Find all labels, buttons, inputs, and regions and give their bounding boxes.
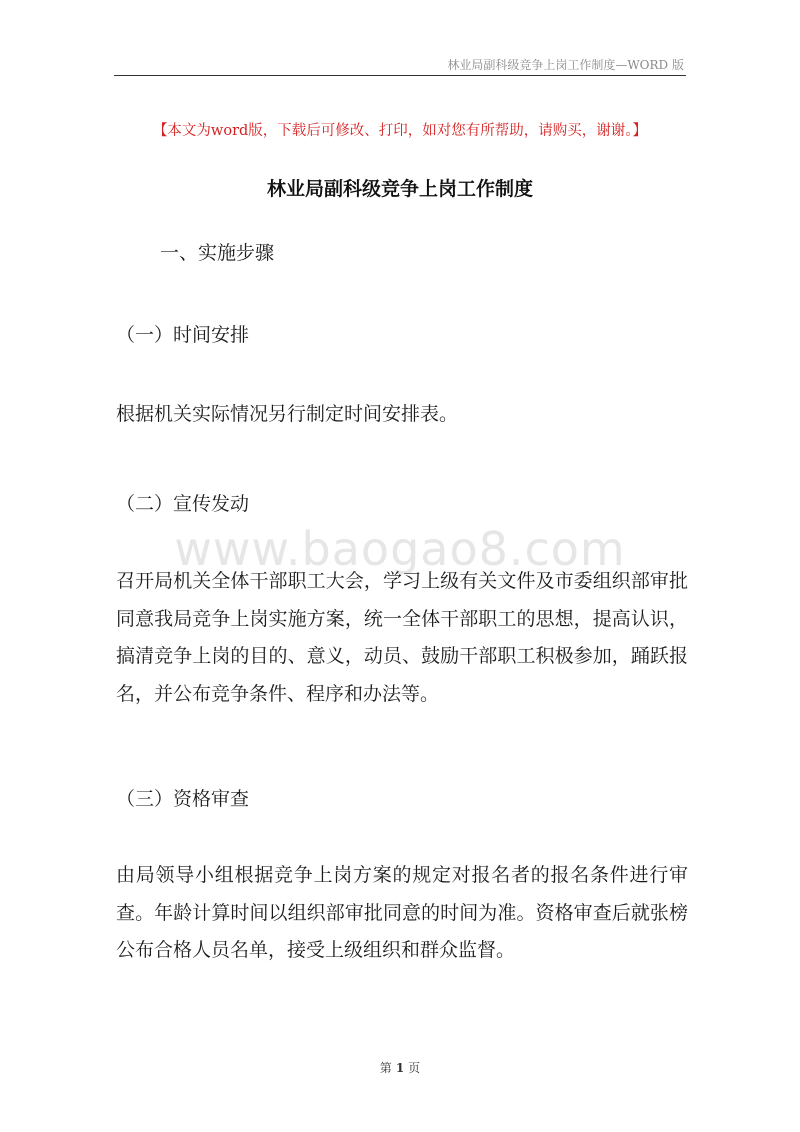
- footer-prefix: 第: [379, 1061, 392, 1075]
- footer-suffix: 页: [408, 1061, 421, 1075]
- header-divider: [114, 75, 686, 76]
- document-title: 林业局副科级竞争上岗工作制度: [266, 178, 533, 200]
- page-footer: [0, 1059, 800, 1076]
- main-heading: 一、实施步骤: [160, 242, 275, 264]
- subheading-publicity: （二）宣传发动: [116, 493, 250, 515]
- purchase-notice: 【本文为word版，下载后可修改、打印，如对您有所帮助，请购买，谢谢。】: [152, 123, 648, 139]
- page-number: 1: [395, 1061, 405, 1075]
- paragraph-schedule: 根据机关实际情况另行制定时间安排表。: [116, 403, 459, 425]
- paragraph-publicity: 召开局机关全体干部职工大会，学习上级有关文件及市委组织部审批同意我局竞争上岗实施方案，统一全体干部职工的思想，提高认识，搞清竞争上岗的目的、意义，动员、鼓励干部职工积极参加，踊跃报名，并公布竞争条件、程序和办法等。: [116, 570, 688, 705]
- site-watermark: www.baogao8.com: [174, 522, 626, 576]
- paragraph-qualification: 由局领导小组根据竞争上岗方案的规定对报名者的报名条件进行审查。年龄计算时间以组织部审批同意的时间为准。资格审查后就张榜公布合格人员名单，接受上级组织和群众监督。: [116, 864, 688, 961]
- subheading-qualification: （三）资格审查: [116, 788, 250, 810]
- subheading-schedule: （一）时间安排: [116, 324, 250, 346]
- running-header: 林业局副科级竞争上岗工作制度—WORD 版: [447, 58, 684, 72]
